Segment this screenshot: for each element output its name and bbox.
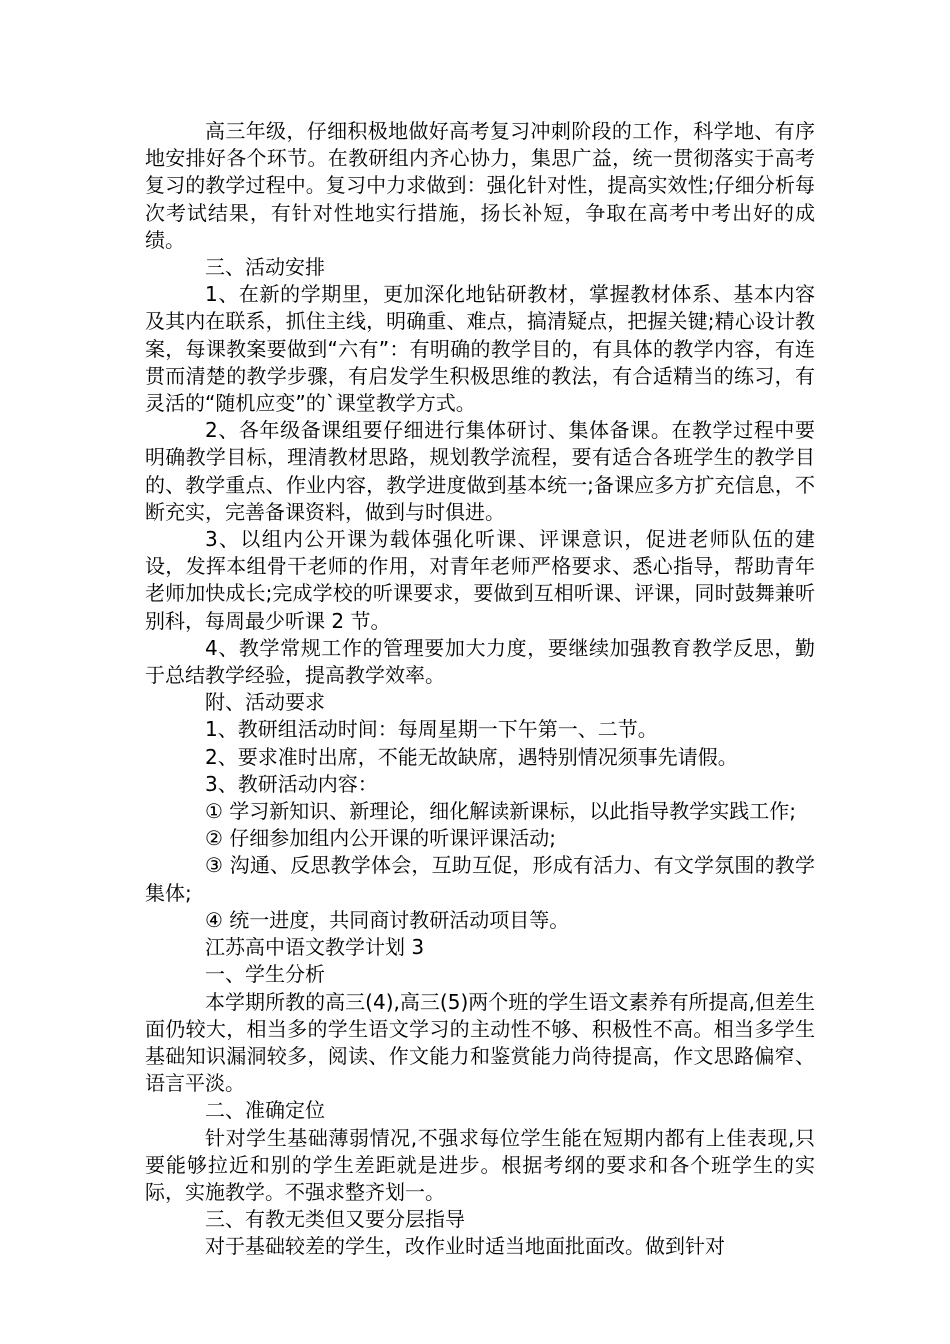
paragraph-requirement-1: 1、教研组活动时间：每周星期一下午第一、二节。 [205,717,658,742]
section-heading-activities: 三、活动安排 [205,255,325,280]
paragraph-tiered-guidance: 对于基础较差的学生，改作业时适当地面批面改。做到针对 [205,1234,725,1259]
document-body [145,118,815,1261]
section-heading-tiered-guidance: 三、有教无类但又要分层指导 [205,1207,465,1232]
list-item-content-4: ④ 统一进度，共同商讨教研活动项目等。 [205,907,570,932]
paragraph-activity-3: 3、以组内公开课为载体强化听课、评课意识，促进老师队伍的建设，发挥本组骨干老师的作用，对青年老师严格要求、悉心指导，帮助青年老师加快成长;完成学校的听课要求，要做到互相听课、评课，同时鼓舞兼听别科，每周最少听课 2 节。 [145,527,815,633]
list-item-content-3: ③ 沟通、反思教学体会，互助互促，形成有活力、有文学氛围的教学集体; [145,853,815,905]
list-item-content-2: ② 仔细参加组内公开课的听课评课活动; [205,826,557,851]
section-heading-student-analysis: 一、学生分析 [205,962,325,987]
paragraph-requirement-3: 3、教研活动内容： [205,771,378,796]
paragraph-activity-2: 2、各年级备课组要仔细进行集体研讨、集体备课。在教学过程中要明确教学目标，理清教材思路，规划教学流程，要有适合各班学生的教学目的、教学重点、作业内容，教学进度做到基本统一;备课应多方扩充信息，不断充实，完善备课资料，做到与时俱进。 [145,418,815,524]
list-item-content-1: ① 学习新知识、新理论，细化解读新课标，以此指导教学实践工作; [205,799,797,824]
paragraph-positioning: 针对学生基础薄弱情况,不强求每位学生能在短期内都有上佳表现,只要能够拉近和别的学生差距就是进步。根据考纲的要求和各个班学生的实际，实施教学。不强求整齐划一。 [145,1125,815,1204]
document-subtitle-plan-3: 江苏高中语文教学计划 3 [205,935,425,960]
section-heading-positioning: 二、准确定位 [205,1098,325,1123]
paragraph-activity-4: 4、教学常规工作的管理要加大力度，要继续加强教育教学反思，勤于总结教学经验，提高教学效率。 [145,635,815,688]
section-heading-requirements: 附、活动要求 [205,690,325,715]
paragraph-activity-1: 1、在新的学期里，更加深化地钻研教材，掌握教材体系、基本内容及其内在联系，抓住主线，明确重、难点，搞清疑点，把握关键;精心设计教案，每课教案要做到“六有”：有明确的教学目的，有具体的教学内容，有连贯而清楚的教学步骤，有启发学生积极思维的教法，有合适精当的练习，有灵活的“随机应变”的`课堂教学方式。 [145,282,815,416]
paragraph-requirement-2: 2、要求准时出席，不能无故缺席，遇特别情况须事先请假。 [205,744,738,769]
paragraph-review-strategy: 高三年级，仔细积极地做好高考复习冲刺阶段的工作，科学地、有序地安排好各个环节。在教研组内齐心协力，集思广益，统一贯彻落实于高考复习的教学过程中。复习中力求做到：强化针对性，提高实效性;仔细分析每次考试结果，有针对性地实行措施，扬长补短，争取在高考中考出好的成绩。 [145,119,815,252]
paragraph-student-analysis: 本学期所教的高三(4),高三(5)两个班的学生语文素养有所提高,但差生面仍较大，相当多的学生语文学习的主动性不够、积极性不高。相当多学生基础知识漏洞较多，阅读、作文能力和鉴赏能力尚待提高，作文思路偏窄、语言平淡。 [145,989,815,1096]
